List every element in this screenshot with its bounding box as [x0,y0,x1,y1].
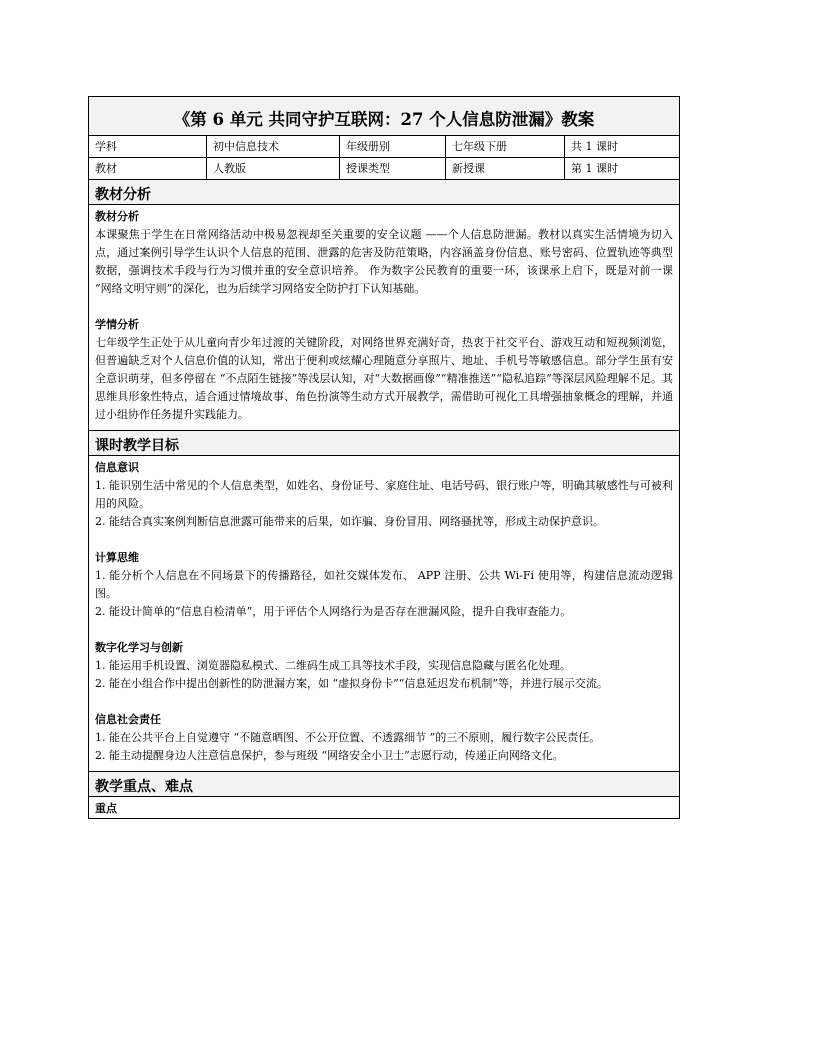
section-body-keypoints [89,797,679,819]
meta-cell: 第 1 课时 [571,162,618,175]
paragraph: 七年级学生正处于从儿童向青少年过渡的关键阶段，对网络世界充满好奇，热衷于社交平台、游戏互动和短视频浏览，但普遍缺乏对个人信息价值的认知，常出于便利或炫耀心理随意分享照片、地址、手机号等敏感信息。部分学生虽有安全意识萌芽，但多停留在 “不点陌生链接”等浅层认知，对“大数据画像”“精准推送”“隐私追踪”等深层风险理解不足。其思维具形象性特点，适合通过情境故事、角色扮演等生动方式开展教学，需借助可视化工具增强抽象概念的理解，并通过小组协作任务提升实践能力。 [95,336,673,421]
meta-cell: 共 1 课时 [571,140,618,153]
meta-cell: 七年级下册 [446,136,565,157]
meta-cell: 教材 [89,158,207,179]
section-body-goals [89,456,679,772]
list-item: 1. 能在公共平台上自觉遵守 “不随意晒图、不公开位置、不透露细节 ”的三不原则，履行数字公民责任。 [95,731,601,744]
list-item: 2. 能设计简单的“信息自检清单”，用于评估个人网络行为是否存在泄漏风险，提升自我审查能力。 [95,605,572,618]
paragraph: 本课聚焦于学生在日常网络活动中极易忽视却至关重要的安全议题 ——个人信息防泄漏。教材以真实生活情境为切入点，通过案例引导学生认识个人信息的范围、泄露的危害及防范策略，内容涵盖身份信息、账号密码、位置轨迹等典型数据，强调技术手段与行为习惯并重的安全意识培养。 作为数字公民教育的重要一环，该课承上启下，既是对前一课 “网络文明守则”的深化，也为后续学习网络安全防护打下认知基础。 [95,228,673,295]
list-item: 2. 能在小组合作中提出创新性的防泄漏方案，如 “虚拟身份卡”“信息延迟发布机制”等，并进行展示交流。 [95,677,608,690]
list-item: 2. 能结合真实案例判断信息泄露可能带来的后果，如诈骗、身份冒用、网络骚扰等，形成主动保护意识。 [95,515,604,528]
meta-row-2 [89,158,679,180]
subheading: 重点 [95,802,117,815]
list-item: 1. 能分析个人信息在不同场景下的传播路径，如社交媒体发布、 APP 注册、公共 Wi-Fi 使用等，构建信息流动逻辑图。 [95,569,673,600]
document-title: 《第 6 单元 共同守护互联网：27 个人信息防泄漏》教案 [89,97,679,136]
subheading: 信息意识 [95,461,139,474]
meta-cell: 新授课 [446,158,565,179]
list-item: 1. 能运用手机设置、浏览器隐私模式、二维码生成工具等技术手段，实现信息隐藏与匿名化处理。 [95,659,571,672]
list-item: 2. 能主动提醒身边人注意信息保护，参与班级 “网络安全小卫士”志愿行动，传递正向网络文化。 [95,749,564,762]
section-heading-goals: 课时教学目标 [89,431,679,456]
section-heading-analysis: 教材分析 [89,180,679,205]
subheading: 计算思维 [95,551,139,564]
subheading: 学情分析 [95,318,139,331]
lesson-plan-document [88,96,680,819]
meta-cell: 年级册别 [340,136,446,157]
meta-cell: 初中信息技术 [207,136,340,157]
meta-row-1 [89,136,679,158]
section-body-analysis [89,205,679,431]
subheading: 信息社会责任 [95,713,161,726]
subheading: 数字化学习与创新 [95,641,183,654]
section-heading-keypoints: 教学重点、难点 [89,772,679,797]
meta-cell: 学科 [89,136,207,157]
meta-cell: 人教版 [207,158,340,179]
subheading: 教材分析 [95,210,139,223]
list-item: 1. 能识别生活中常见的个人信息类型，如姓名、身份证号、家庭住址、电话号码、银行账户等，明确其敏感性与可被利用的风险。 [95,479,673,510]
meta-cell: 授课类型 [340,158,446,179]
